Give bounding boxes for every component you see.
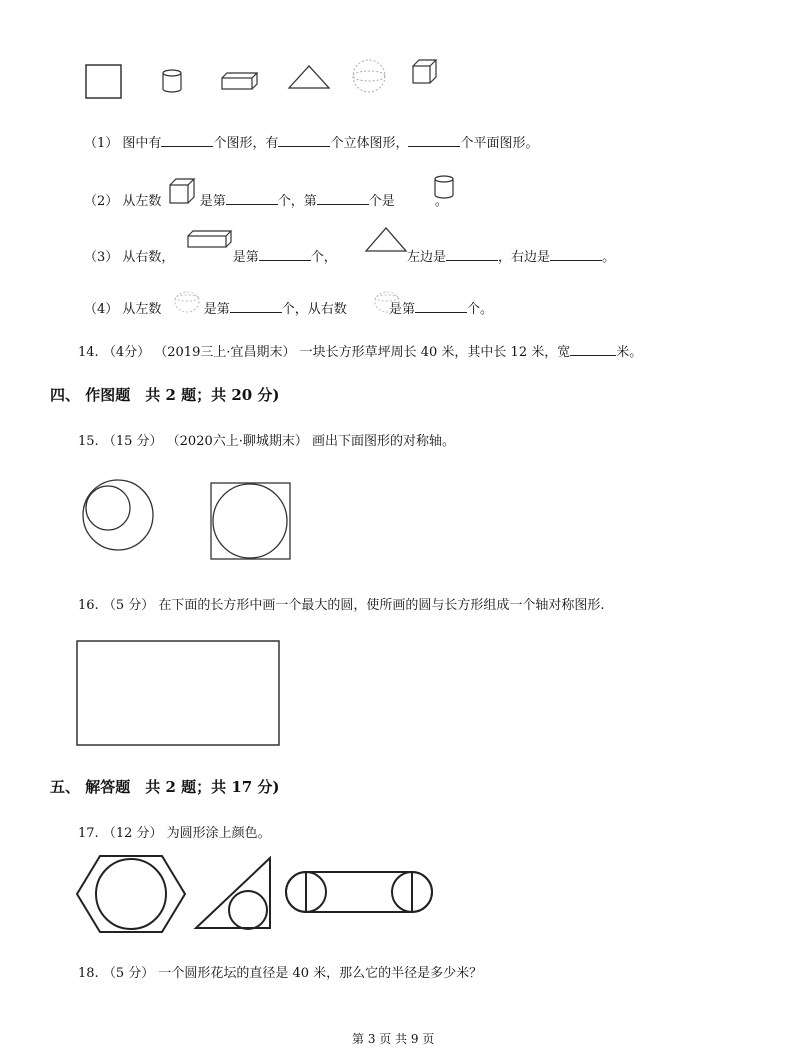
answer-blank[interactable]: [226, 190, 278, 205]
text: 从右数，: [122, 250, 175, 265]
answer-blank[interactable]: [415, 298, 467, 313]
inline-triangle-icon: [364, 226, 410, 254]
cube-shape: [413, 60, 436, 83]
cylinder-shape: [163, 70, 181, 92]
inline-sphere-icon: [172, 290, 202, 314]
answer-blank[interactable]: [259, 246, 311, 261]
q16-rectangle[interactable]: [74, 638, 284, 748]
answer-blank[interactable]: [408, 132, 460, 147]
question-number: 14.: [78, 345, 99, 360]
text: 从左数: [122, 302, 162, 317]
question-text: 一块长方形草坪周长 40 米，其中长 12 米，宽: [299, 345, 571, 360]
question-14: [78, 341, 642, 360]
question-number: 15.: [78, 434, 99, 449]
answer-blank[interactable]: [550, 246, 602, 261]
question-15: [78, 430, 455, 449]
text: 个是: [368, 194, 395, 209]
question-score: （5 分）: [102, 966, 155, 981]
nested-circles-figure: [83, 480, 153, 550]
text: 图中有: [122, 136, 162, 151]
answer-blank[interactable]: [446, 246, 498, 261]
question-score: （12 分）: [102, 826, 163, 841]
q13-part4: [84, 298, 493, 317]
q17-figures[interactable]: [0, 852, 794, 942]
cuboid-shape: [222, 73, 257, 89]
text: 从左数: [122, 194, 162, 209]
triangle-shape: [289, 66, 329, 88]
text: ，右边是: [498, 250, 551, 265]
inline-cube-icon: [168, 178, 198, 208]
page-footer: 第 3 页 共 9 页: [352, 1032, 435, 1046]
question-score: （15 分）: [102, 434, 163, 449]
hexagon-circle-figure: [77, 856, 185, 932]
text: 。: [602, 250, 616, 265]
section-4-title: 四、 作图题 共 2 题；共 20 分): [50, 386, 280, 404]
question-source: （2020六上·聊城期末）: [166, 434, 308, 449]
text: 个，: [310, 250, 337, 265]
q13-part2: [84, 190, 448, 209]
part-number: （4）: [84, 302, 119, 317]
square-shape: [86, 65, 121, 98]
text: 个立体图形，: [330, 136, 409, 151]
text: 是第: [199, 194, 226, 209]
text: 个。: [467, 302, 494, 317]
answer-blank[interactable]: [317, 190, 369, 205]
question-text: 在下面的长方形中画一个最大的圆，使所画的圆与长方形组成一个轴对称图形.: [158, 598, 605, 613]
answer-blank[interactable]: [230, 298, 282, 313]
question-17: [78, 822, 271, 841]
text: 左边是: [407, 250, 447, 265]
stadium-circles-figure: [286, 872, 432, 912]
text: 个，从右数: [281, 302, 347, 317]
q13-part3: [84, 246, 615, 265]
inline-cuboid-icon: [187, 230, 233, 250]
part-number: （1）: [84, 136, 119, 151]
text: 是第: [203, 302, 230, 317]
answer-blank[interactable]: [570, 341, 616, 356]
text: 个平面图形。: [460, 136, 539, 151]
question-18: [78, 962, 482, 981]
part-number: （3）: [84, 250, 119, 265]
text: 是第: [232, 250, 259, 265]
triangle-circle-figure: [196, 858, 270, 929]
text: 是第: [389, 302, 416, 317]
question-source: （2019三上·宜昌期末）: [154, 345, 296, 360]
part-number: （2）: [84, 194, 119, 209]
inline-cylinder-icon: [432, 175, 456, 205]
text: 个图形，有: [213, 136, 279, 151]
answer-blank[interactable]: [278, 132, 330, 147]
question-number: 16.: [78, 598, 99, 613]
question-score: （5 分）: [102, 598, 155, 613]
question-number: 18.: [78, 966, 99, 981]
answer-blank[interactable]: [161, 132, 213, 147]
text: 米。: [616, 345, 643, 360]
question-text: 为圆形涂上颜色。: [166, 826, 271, 841]
q13-part1: [84, 132, 538, 151]
question-text: 画出下面图形的对称轴。: [312, 434, 456, 449]
question-number: 17.: [78, 826, 99, 841]
text: 个，第: [277, 194, 317, 209]
shapes-row: [0, 0, 794, 110]
question-16: [78, 594, 605, 613]
text: 。: [434, 194, 448, 209]
section-5-title: 五、 解答题 共 2 题；共 17 分): [50, 778, 280, 796]
question-text: 一个圆形花坛的直径是 40 米，那么它的半径是多少米？: [158, 966, 483, 981]
q15-figures: [0, 470, 794, 590]
sphere-shape: [353, 60, 385, 92]
inline-sphere-icon: [372, 290, 402, 314]
question-score: （4分）: [102, 345, 151, 360]
circle-in-square-figure: [211, 483, 290, 559]
